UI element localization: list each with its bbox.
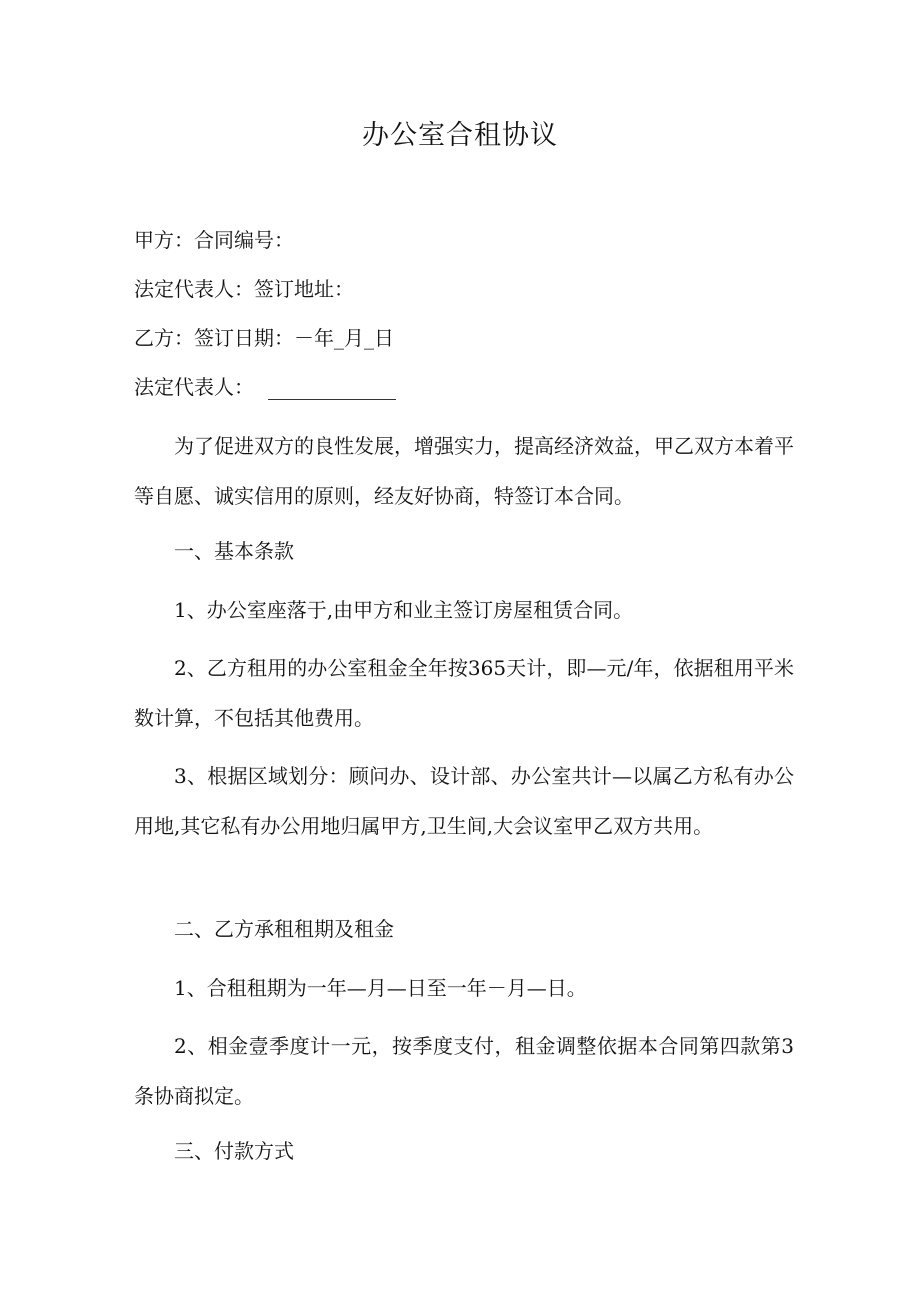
document-title: 办公室合租协议	[362, 120, 558, 151]
party-a-line: 甲方：合同编号：	[134, 228, 294, 252]
section-heading: 三、付款方式	[174, 1139, 294, 1163]
clause-paragraph: 1、办公室座落于,由甲方和业主签订房屋租赁合同。	[174, 598, 634, 622]
clause-paragraph: 2、乙方租用的办公室租金全年按365天计，即—元/年，依据租用平米数计算，不包括其他费用。	[134, 656, 794, 730]
signature-blank	[268, 377, 396, 400]
clause-paragraph: 1、合租租期为一年—月—日至一年－月—日。	[174, 976, 587, 1000]
section-heading: 一、基本条款	[174, 539, 294, 563]
section-heading: 二、乙方承租租期及租金	[174, 917, 394, 941]
legal-rep-b-label: 法定代表人：	[134, 375, 254, 399]
intro-paragraph: 为了促进双方的良性发展，增强实力，提高经济效益，甲乙双方本着平等自愿、诚实信用的原则，经友好协商，特签订本合同。	[134, 434, 794, 508]
party-b-line: 乙方：签订日期：－年_月_日	[134, 326, 394, 350]
legal-rep-a-line: 法定代表人：签订地址：	[134, 277, 354, 301]
legal-rep-b-line	[134, 363, 794, 412]
clause-paragraph: 2、相金壹季度计一元，按季度支付，租金调整依据本合同第四款第3条协商拟定。	[134, 1034, 794, 1108]
clause-paragraph: 3、根据区域划分：顾问办、设计部、办公室共计—以属乙方私有办公用地,其它私有办公用地归属甲方,卫生间,大会议室甲乙双方共用。	[134, 764, 794, 838]
